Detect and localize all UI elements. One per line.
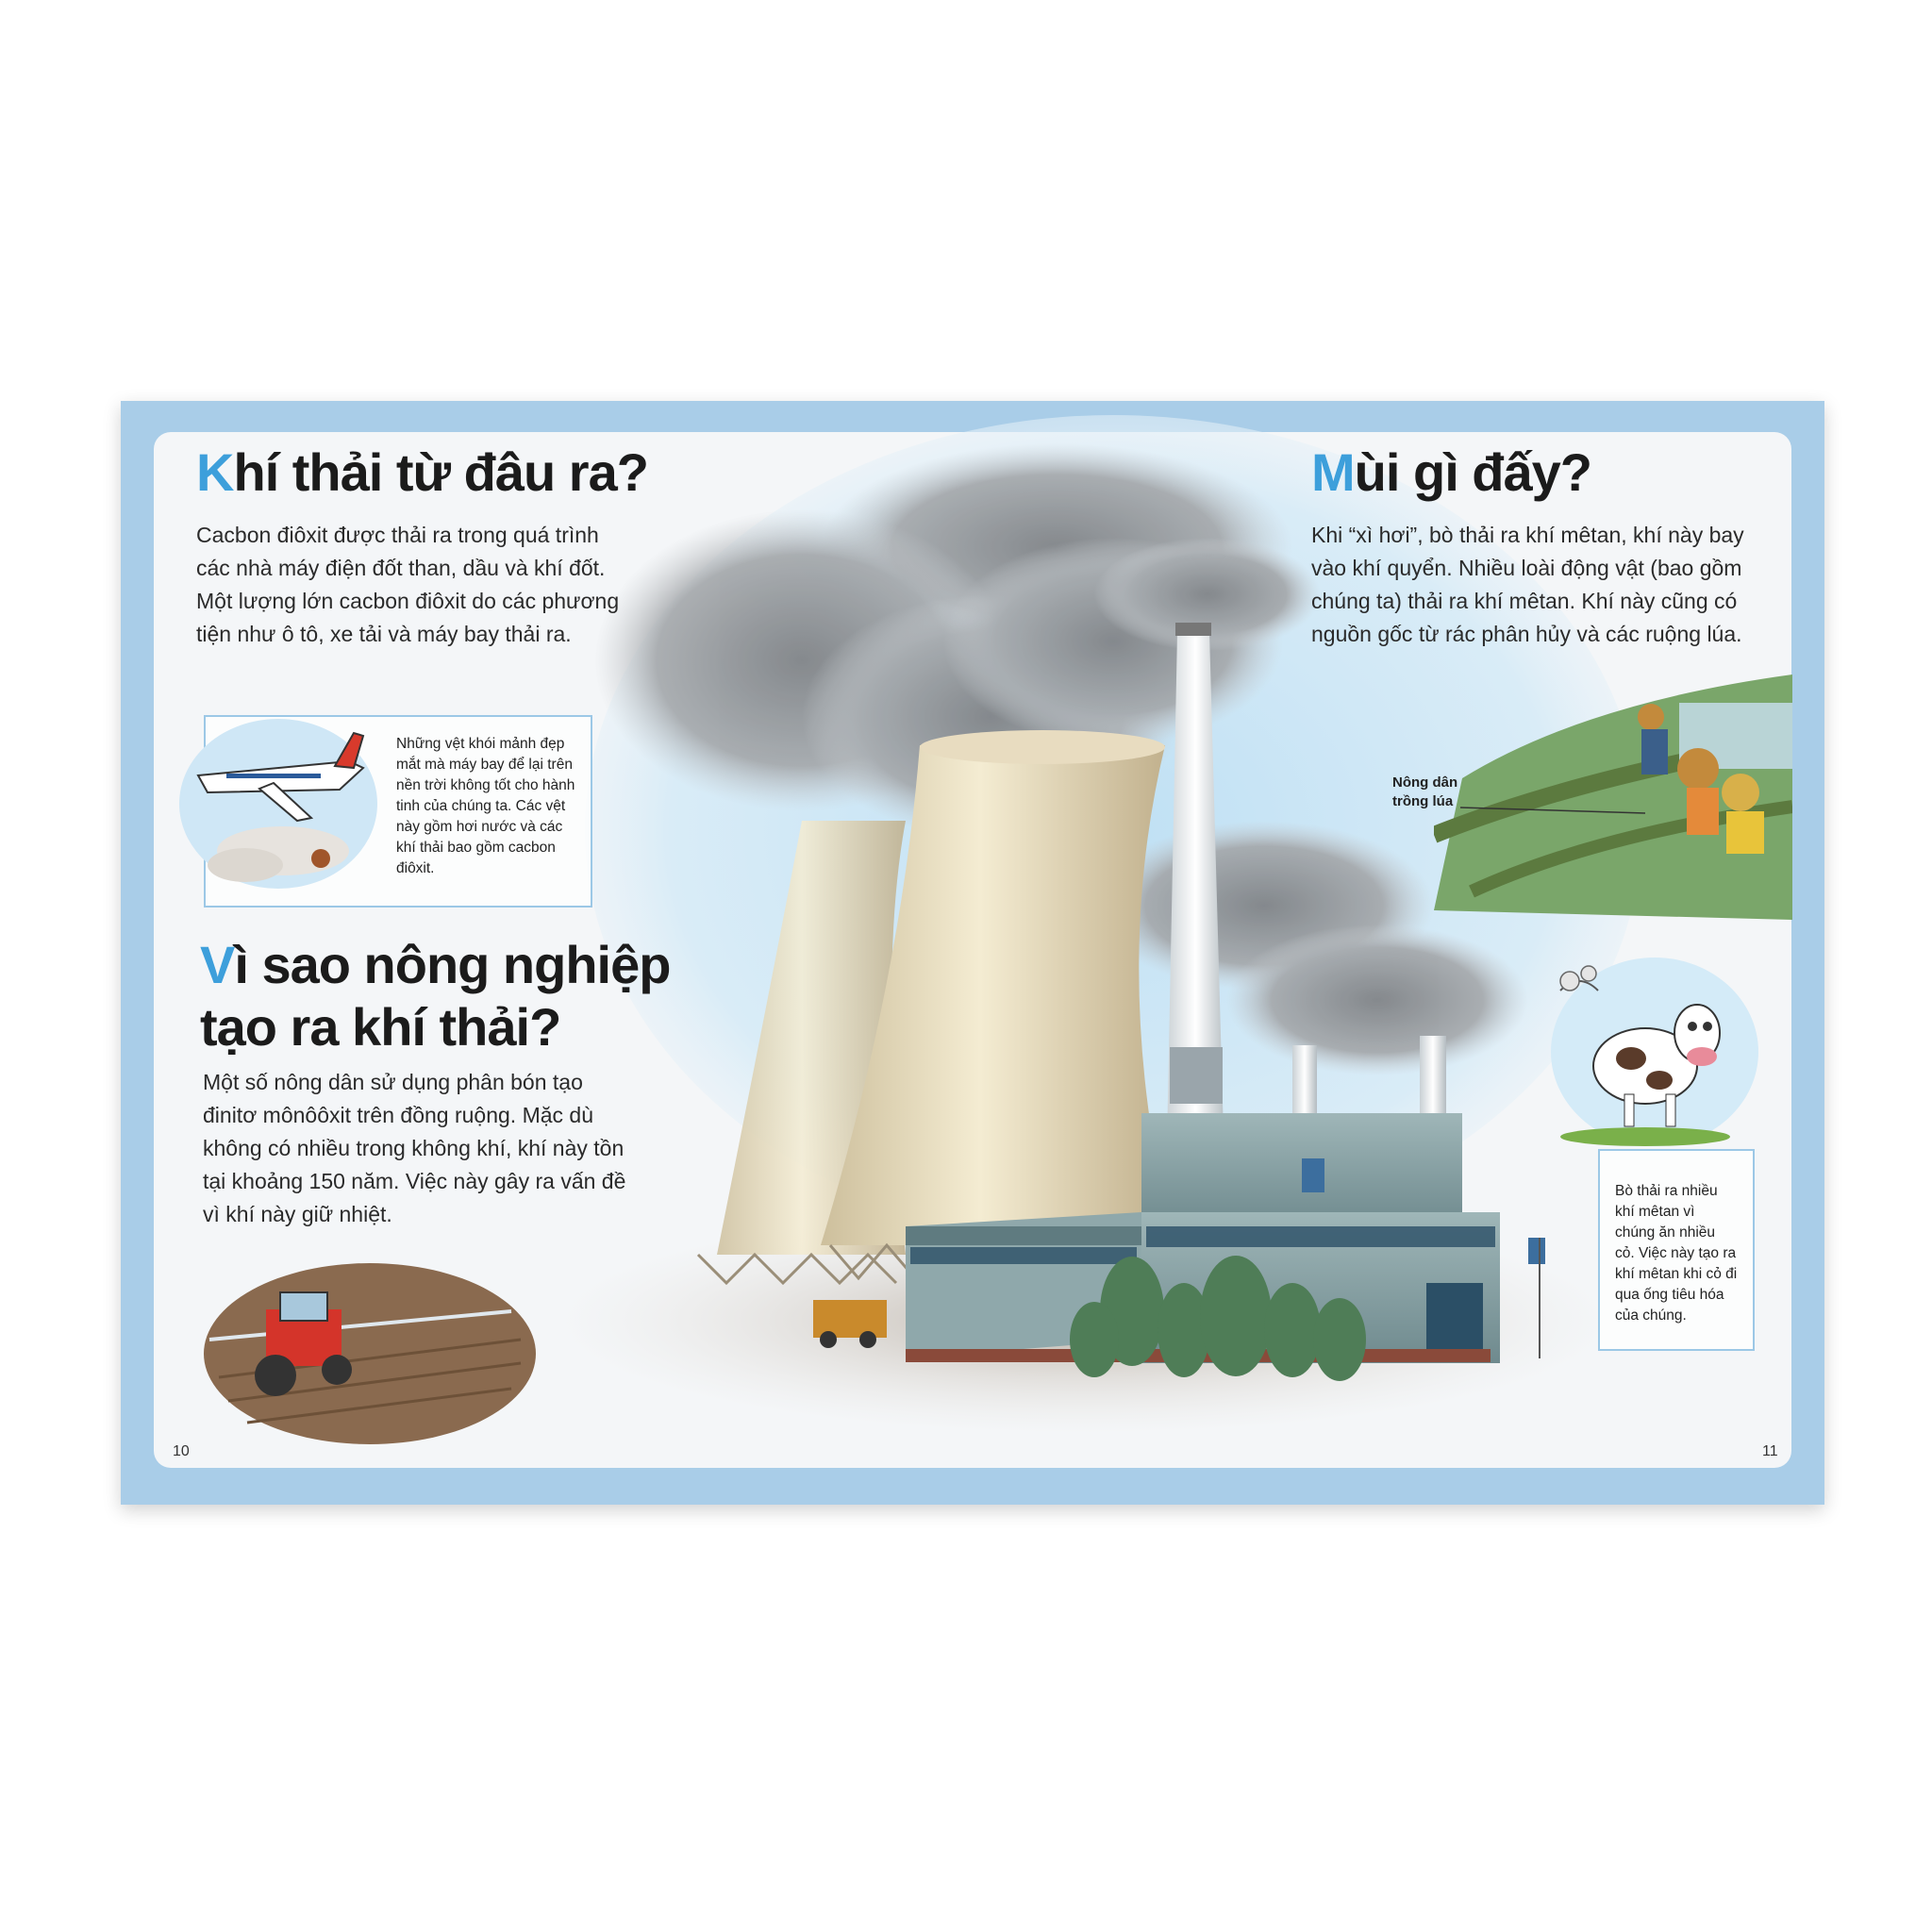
title-text: hí thải từ đâu ra? — [233, 442, 648, 502]
cow-caption: Bò thải ra nhiều khí mêtan vì chúng ăn nhiều cỏ. Việc này tạo ra khí mêtan khi cỏ đi qua ống tiêu hóa của chúng. — [1615, 1183, 1738, 1324]
section-title-emissions-source — [196, 442, 648, 502]
section-title-smell — [1311, 442, 1592, 502]
farmer-label-leader — [1460, 789, 1649, 826]
title-text-line2: tạo ra khí thải? — [200, 997, 561, 1057]
section-body-emissions-source: Cacbon điôxit được thải ra trong quá trình các nhà máy điện đốt than, dầu và khí đốt. Một lượng lớn cacbon điôxit do các phương tiện như ô tô, xe tải và máy bay thải ra. — [196, 523, 620, 646]
page-number-left: 10 — [173, 1443, 190, 1459]
section-body-agriculture: Một số nông dân sử dụng phân bón tạo đinitơ mônôôxit trên đồng ruộng. Mặc dù không có nhiều trong không khí, khí này tồn tại khoảng 150 năm. Việc này gây ra vấn đề vì khí này giữ nhiệt. — [203, 1070, 626, 1226]
title-text-line1: ì sao nông nghiệp — [234, 935, 671, 994]
title-initial: V — [200, 935, 235, 994]
airplane-caption: Những vệt khói mảnh đẹp mắt mà máy bay để lại trên nền trời không tốt cho hành tinh của chúng ta. Các vệt này gồm hơi nước và các khí thải bao gồm cacbon điôxit. — [396, 736, 575, 876]
section-title-agriculture — [200, 934, 691, 1058]
section-body-smell: Khi “xì hơi”, bò thải ra khí mêtan, khí này bay vào khí quyển. Nhiều loài động vật (bao gồm chúng ta) thải ra khí mêtan. Khí này cũng có nguồn gốc từ rác phân hủy và các ruộng lúa. — [1311, 523, 1744, 646]
title-initial: K — [196, 442, 234, 502]
cow-illustration — [1541, 953, 1758, 1151]
page-number-right: 11 — [1762, 1443, 1778, 1459]
airplane-illustration — [170, 709, 387, 898]
title-text: ùi gì đấy? — [1354, 442, 1592, 502]
title-initial: M — [1311, 442, 1355, 502]
tractor-illustration — [200, 1255, 540, 1453]
farmer-label: Nông dân trồng lúa — [1392, 774, 1458, 809]
